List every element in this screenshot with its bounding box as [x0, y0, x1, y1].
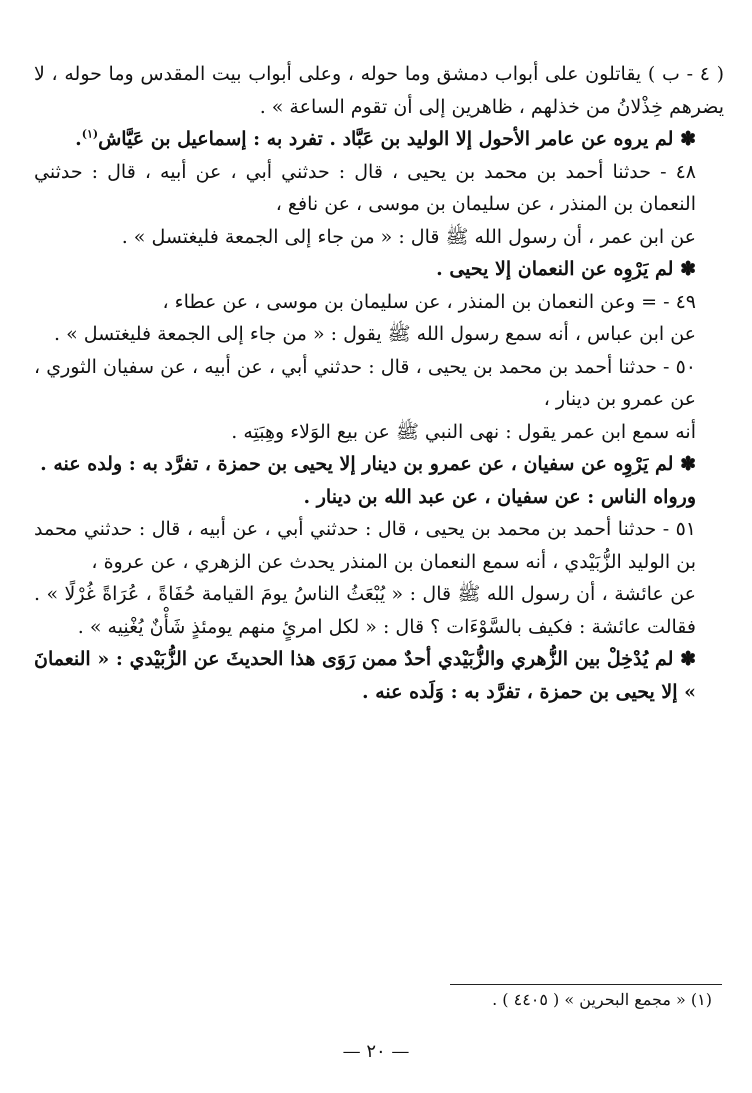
comment-hadith-51: ✽ لم يُدْخِلْ بين الزُّهري والزُّبَيْدي أحدٌ ممن رَوَى هذا الحديثَ عن الزُّبَيْدي : « النعمانَ » إلا يحيى بن حمزة ، تفرَّد به : وَلَده عنه .: [34, 648, 696, 703]
hadith-51-matn: عن عائشة ، أن رسول الله ﷺ قال : « يُبْعَثُ الناسُ يومَ القيامة حُفَاةً ، عُرَاةً غُرْلًا » . فقالت عائشة : فكيف بالسَّوْءَات ؟ قال : « لكل امرئٍ منهم يومئذٍ شَأْنٌ يُغْنِيه » .: [34, 583, 696, 638]
footnote-divider: [450, 984, 722, 985]
hadith-50-isnad: ٥٠ - حدثنا أحمد بن محمد بن يحيى ، قال : حدثني أبي ، عن أبيه ، عن سفيان الثوري ، عن عمرو بن دينار ،: [34, 355, 696, 410]
comment-hadith-50-note: ورواه الناس : عن سفيان ، عن عبد الله بن دينار .: [303, 485, 696, 508]
comment-text: ✽ لم يروه عن عامر الأحول إلا الوليد بن عَبَّاد . تفرد به : إسماعيل بن عَيَّاش: [98, 128, 696, 150]
comment-end: .: [75, 128, 82, 150]
hadith-48-isnad: ٤٨ - حدثنا أحمد بن محمد بن يحيى ، قال : حدثني أبي ، عن أبيه ، قال : حدثني النعمان بن المنذر ، عن سليمان بن موسى ، عن نافع ،: [34, 160, 696, 215]
hadith-49-matn: عن ابن عباس ، أنه سمع رسول الله ﷺ يقول : « من جاء إلى الجمعة فليغتسل » .: [54, 323, 696, 345]
comment-line: [34, 123, 724, 156]
footnote: (١) « مجمع البحرين » ( ٤٤٠٥ ) .: [492, 990, 712, 1009]
hadith-51-isnad: ٥١ - حدثنا أحمد بن محمد بن يحيى ، قال : حدثني أبي ، عن أبيه ، قال : حدثني محمد بن الوليد الزُّبَيْدي ، أنه سمع النعمان بن المنذر يحدث عن الزهري ، عن عروة ،: [34, 518, 696, 573]
comment-hadith-48: ✽ لم يَرْوِه عن النعمان إلا يحيى .: [436, 258, 696, 280]
hadith-50-matn: أنه سمع ابن عمر يقول : نهى النبي ﷺ عن بيع الوَلاء وهِبَتِه .: [231, 420, 696, 443]
page-body: [34, 58, 724, 708]
text-continuation: ( ٤ - ب ) يقاتلون على أبواب دمشق وما حوله ، وعلى أبواب بيت المقدس وما حوله ، لا يضرهم خِذْلانُ من خذلهم ، ظاهرين إلى أن تقوم الساعة » .: [34, 63, 725, 118]
hadith-49-isnad: ٤٩ - = وعن النعمان بن المنذر ، عن سليمان بن موسى ، عن عطاء ،: [162, 290, 696, 313]
comment-hadith-50: ✽ لم يَرْوِه عن سفيان ، عن عمرو بن دينار إلا يحيى بن حمزة ، تفرَّد به : ولده عنه .: [40, 453, 696, 475]
hadith-48-matn: عن ابن عمر ، أن رسول الله ﷺ قال : « من جاء إلى الجمعة فليغتسل » .: [121, 225, 696, 248]
page-number: — ٢٠ —: [342, 1041, 410, 1062]
footnote-ref: (١): [81, 127, 99, 141]
